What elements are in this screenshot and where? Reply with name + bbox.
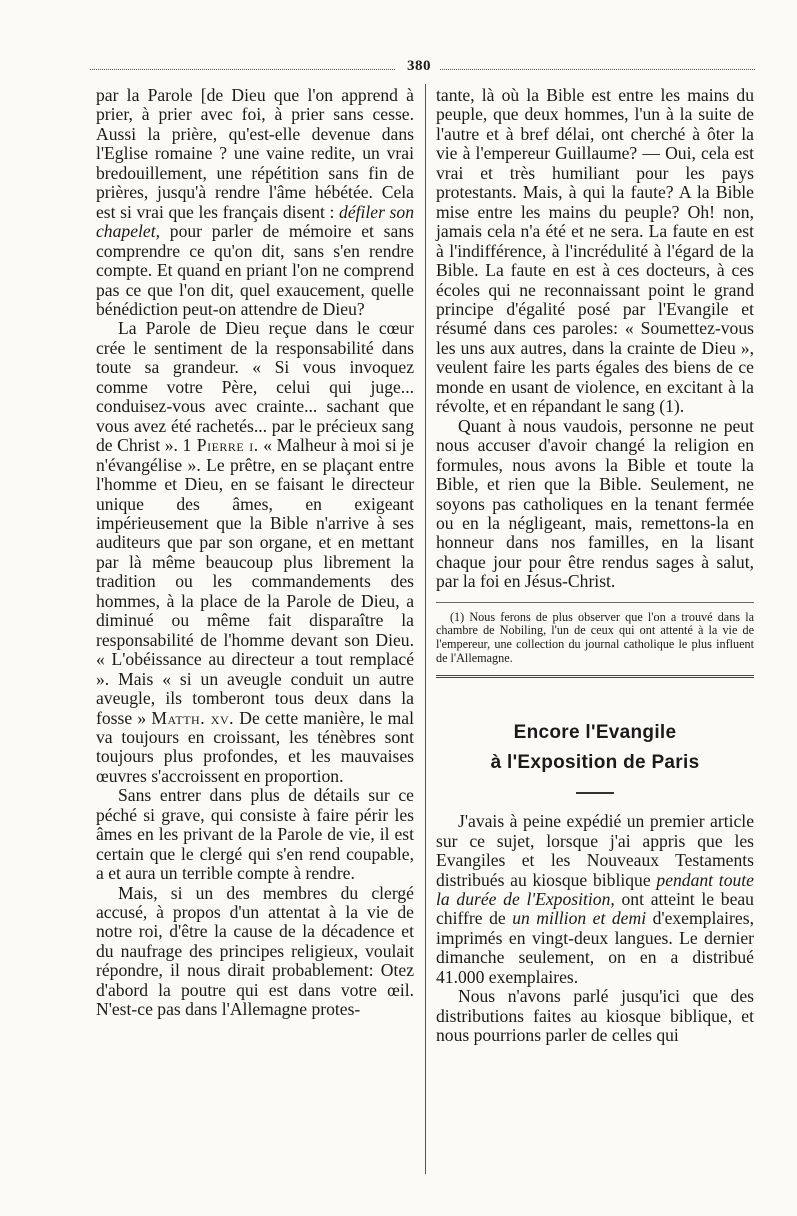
page-number: 380: [407, 58, 431, 74]
scripture-reference: 1 Pierre i.: [182, 435, 259, 456]
text-run: par la Parole [de Dieu que l'on apprend à prier, à prier avec foi, à prier sans cesse. Aussi la prière, qu'est-elle devenue dans l'Eglise romaine ? une vaine redite, un vrai bredouillement, une répétition sans fin de prières, jusqu'à rendre l'âme hébétée. Cela est si vrai que les français disent :: [96, 85, 414, 222]
paragraph: [96, 86, 414, 319]
footnote: (1) Nous ferons de plus observer que l'on a trouvé dans la chambre de Nobiling, l'un de ceux qui ont attenté à la vie de l'empereur, une collection du journal catholique le plus influent de l'Allemagne.: [436, 602, 754, 665]
paragraph: Mais, si un des membres du clergé accusé, à propos d'un attentat à la vie de notre roi, d'être la cause de la décadence et du naufrage des principes religieux, voulait répondre, il nous dirait probablement: Otez d'abord la poutre qui est dans votre œil. N'est-ce pas dans l'Allemagne protes-: [96, 882, 414, 1020]
right-column: [436, 86, 754, 1046]
text-run: De cette manière, le mal va toujours en croissant, les ténèbres sont toujours plus profondes, et les mauvaises œuvres s'accroissent en proportion.: [96, 707, 414, 786]
header-rule-right: [440, 69, 755, 70]
paragraph: [436, 812, 754, 987]
italic-text: pendant toute la durée de l'Exposition,: [436, 869, 754, 909]
article-title-line: à l'Exposition de Paris: [490, 752, 700, 774]
text-run: d'exemplaires, imprimés en vingt-deux langues. Le dernier dimanche seulement, on en a distribué 41.000 exemplaires.: [436, 908, 754, 987]
section-divider: [436, 675, 754, 678]
text-run: J'avais à peine expédié un premier article sur ce sujet, lorsque j'ai appris que les Evangiles et les Nouveaux Testaments distribués au kiosque biblique: [436, 811, 754, 890]
text-run: La Parole de Dieu reçue dans le cœur crée le sentiment de la responsabilité dans toute sa grandeur. « Si vous invoquez comme votre Père, celui qui juge... conduisez-vous avec crainte... sachant que vous avez été rachetés... par le précieux sang de Christ ».: [96, 318, 414, 456]
article-title-line: Encore l'Evangile: [513, 722, 677, 744]
column-divider: [425, 84, 426, 1174]
header-rule-left: [90, 69, 395, 70]
text-run: pour parler de mémoire et sans comprendre ce qu'on dit, sans s'en rendre compte. Et quand en priant l'on ne comprend pas ce que l'on dit, quel exaucement, quelle bénédiction peut-on attendre de Dieu?: [96, 221, 414, 319]
text-run: « Malheur à moi si je n'évangélise ». Le prêtre, en se plaçant entre l'homme et Dieu, en se faisant le directeur unique des âmes, en exigeant impérieusement que la Bible n'arrive à ses auditeurs que par son organe, et en mettant par là même beaucoup plus librement la tradition ou les commandements des hommes, à la place de la Parole de Dieu, a diminué ou même fait disparaître la responsabilité de l'homme devant son Dieu. « L'obéissance au directeur a tout remplacé ». Mais « si un aveugle conduit un autre aveugle, ils tomberont tous deux dans la fosse »: [96, 435, 414, 728]
paragraph: [96, 319, 414, 786]
article-title: [436, 718, 754, 778]
text-run: ont atteint le beau chiffre de: [436, 888, 754, 929]
paragraph: tante, là où la Bible est entre les mains du peuple, que deux hommes, l'un à la suite de l'autre et à bref délai, ont cherché à ôter la vie à l'empereur Guillaume? — Oui, cela est vrai et très humiliant pour les pays protestants. Mais, à qui la faute? A la Bible mise entre les mains du peuple? Oh! non, jamais cela n'a été et ne sera. La faute en est à l'indifférence, à l'incrédulité à l'égard de la Bible. La faute en est à ces docteurs, à ces écoles qui ne reconnaissant point le grand principe d'égalité posé par l'Evangile et résumé dans ces paroles: « Soumettez-vous les uns aux autres, dans la crainte de Dieu », veulent faire les parts égales des biens de ce monde en usant de violence, en excitant à la révolte, et en répandant le sang (1).: [436, 85, 754, 417]
title-ornament: [576, 792, 614, 794]
left-column: [96, 86, 414, 1020]
paragraph: Nous n'avons parlé jusqu'ici que des distributions faites au kiosque biblique, et nous pourrions parler de celles qui: [436, 986, 754, 1046]
scripture-reference: Matth. xv.: [151, 707, 235, 728]
italic-text: défiler son chapelet,: [96, 201, 414, 242]
paragraph: Quant à nous vaudois, personne ne peut nous accuser d'avoir changé la religion en formules, nous avons la Bible et toute la Bible, et rien que la Bible. Seulement, ne soyons pas catholiques en la tenant fermée ou en la négligeant, mais, remettons-la en honneur dans nos familles, en la lisant chaque jour pour être rendus sages à salut, par la foi en Jésus-Christ.: [436, 415, 754, 592]
page-header: [90, 58, 755, 78]
italic-text: un million et demi: [512, 908, 647, 929]
paragraph: Sans entrer dans plus de détails sur ce péché si grave, qui consiste à faire périr les âmes en les privant de la Parole de vie, il est certain que le clergé qui s'en rend coupable, a et aura un terrible compte à rendre.: [96, 785, 414, 884]
